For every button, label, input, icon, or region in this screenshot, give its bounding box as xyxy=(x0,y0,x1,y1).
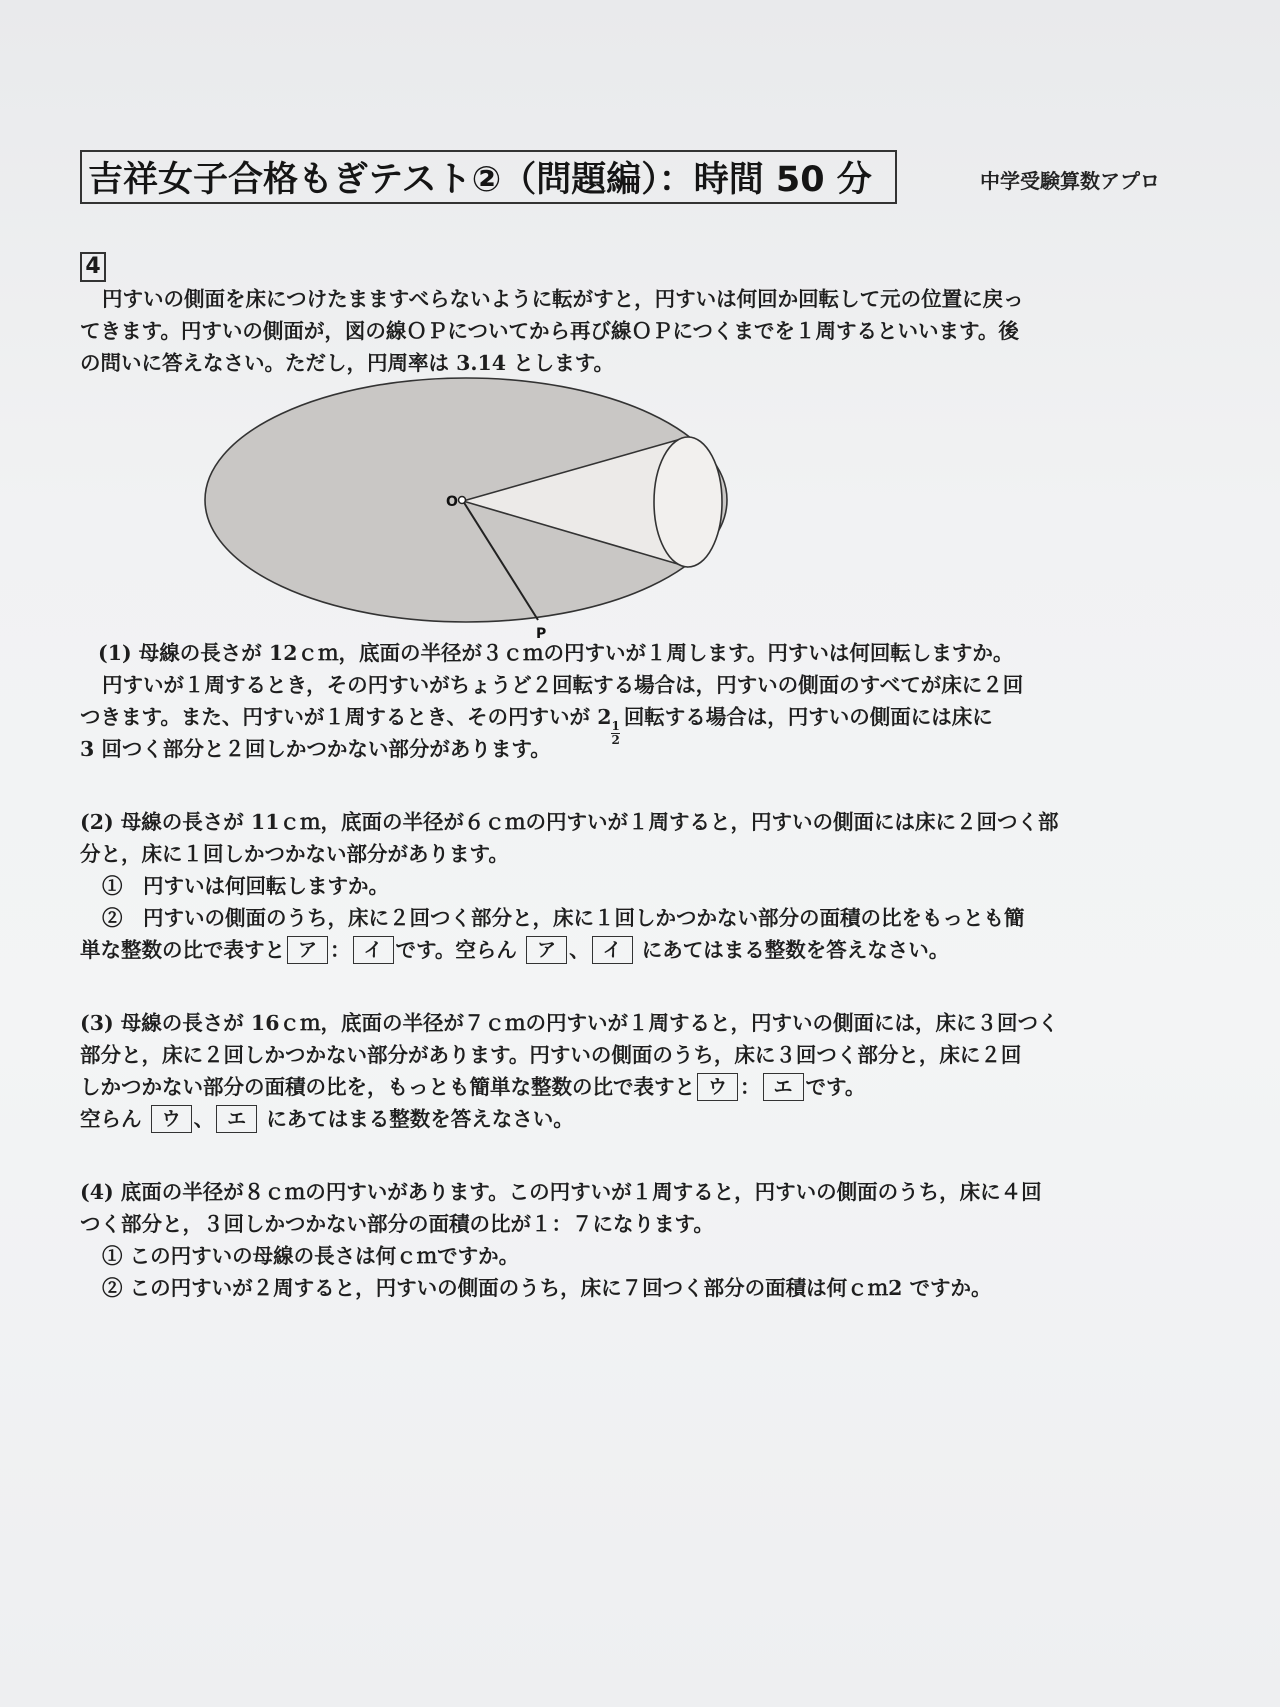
fraction-denominator: 2 xyxy=(611,733,620,747)
cone-rolling-figure xyxy=(200,372,740,642)
intro-line-3: の問いに答えなさい。ただし，円周率は 3.14 とします。 xyxy=(80,351,615,375)
page-title: 吉祥女子合格もぎテスト②（問題編）：時間 50 分 xyxy=(80,150,897,204)
q3-line-4a: 空らん xyxy=(80,1107,142,1131)
q3-line-4 xyxy=(80,1103,1260,1135)
ratio-colon: ： xyxy=(740,1075,761,1099)
answer-box-i: イ xyxy=(353,936,394,964)
q4-sub-2: ② この円すいが２周すると，円すいの側面のうち，床に７回つく部分の面積は何ｃｍ2 ですか。 xyxy=(102,1276,992,1300)
q3-line-2: 部分と，床に２回しかつかない部分があります。円すいの側面のうち，床に３回つく部分と，床に２回 xyxy=(80,1043,1022,1067)
fraction-numerator: 1 xyxy=(611,719,620,733)
q2-sub-2: ② 円すいの側面のうち，床に２回つく部分と，床に１回しかつかない部分の面積の比をもっとも簡 xyxy=(102,906,1025,930)
question-3 xyxy=(80,1007,1260,1135)
fraction xyxy=(611,720,619,747)
q2-sub-1: ① 円すいは何回転しますか。 xyxy=(102,874,389,898)
label-p: P xyxy=(536,626,547,642)
q1-line-4: 3 回つく部分と２回しかつかない部分があります。 xyxy=(80,737,551,761)
problem-number: 4 xyxy=(80,252,106,282)
q2-line-5 xyxy=(80,934,1260,966)
brand-name: 中学受験算数アプロ xyxy=(980,169,1160,193)
q3-line-3b: です。 xyxy=(805,1075,866,1099)
q1-line-1: (1) 母線の長さが 12ｃｍ，底面の半径が３ｃｍの円すいが１周します。円すいは何回転しますか。 xyxy=(98,641,1014,665)
q3-line-3 xyxy=(80,1071,1260,1103)
question-1 xyxy=(80,637,1260,765)
mixed-number-whole: 2 xyxy=(597,705,612,729)
q1-line-3 xyxy=(80,701,1260,747)
q1-line-2: 円すいが１周するとき，その円すいがちょうど２回転する場合は，円すいの側面のすべてが床に２回 xyxy=(102,673,1024,697)
point-o xyxy=(459,497,466,504)
q2-line-1: (2) 母線の長さが 11ｃｍ，底面の半径が６ｃｍの円すいが１周すると，円すいの側面には床に２回つく部 xyxy=(80,810,1059,834)
label-o: O xyxy=(446,494,458,510)
answer-box-u: ウ xyxy=(697,1073,738,1101)
q4-line-2: つく部分と，３回しかつかない部分の面積の比が１：７になります。 xyxy=(80,1212,714,1236)
answer-box-e: エ xyxy=(763,1073,804,1101)
q4-line-1: (4) 底面の半径が８ｃｍの円すいがあります。この円すいが１周すると，円すいの側面のうち，床に４回 xyxy=(80,1180,1042,1204)
cone-base xyxy=(654,437,722,567)
q2-line-5c: にあてはまる整数を答えなさい。 xyxy=(641,938,950,962)
q2-line-2: 分と，床に１回しかつかない部分があります。 xyxy=(80,842,509,866)
answer-box-e-ref: エ xyxy=(216,1105,257,1133)
q1-line-3b: 回転する場合は，円すいの側面には床に xyxy=(623,705,993,729)
q2-sep: 、 xyxy=(569,938,590,962)
q3-sep: 、 xyxy=(193,1107,215,1131)
answer-box-i-ref: イ xyxy=(592,936,633,964)
q1-line-3a: つきます。また、円すいが１周するとき、その円すいが xyxy=(80,705,598,729)
q3-line-4b: にあてはまる整数を答えなさい。 xyxy=(266,1107,574,1131)
answer-box-u-ref: ウ xyxy=(151,1105,192,1133)
q2-line-5a: 単な整数の比で表すと xyxy=(80,938,285,962)
answer-box-a-ref: ア xyxy=(526,936,567,964)
answer-box-a: ア xyxy=(287,936,328,964)
intro-line-2: てきます。円すいの側面が，図の線ＯＰについてから再び線ＯＰにつくまでを１周するといいます。後 xyxy=(80,319,1019,343)
problem-intro xyxy=(80,283,1260,379)
ratio-colon: ： xyxy=(330,938,351,962)
question-2 xyxy=(80,806,1260,966)
question-4 xyxy=(80,1176,1260,1304)
q4-sub-1: ① この円すいの母線の長さは何ｃｍですか。 xyxy=(102,1244,520,1268)
q3-line-3a: しかつかない部分の面積の比を，もっとも簡単な整数の比で表すと xyxy=(80,1075,695,1099)
q3-line-1: (3) 母線の長さが 16ｃｍ，底面の半径が７ｃｍの円すいが１周すると，円すいの側面には，床に３回つく xyxy=(80,1011,1059,1035)
intro-line-1: 円すいの側面を床につけたまますべらないように転がすと，円すいは何回か回転して元の位置に戻っ xyxy=(102,287,1024,311)
q2-line-5b: です。空らん xyxy=(395,938,517,962)
